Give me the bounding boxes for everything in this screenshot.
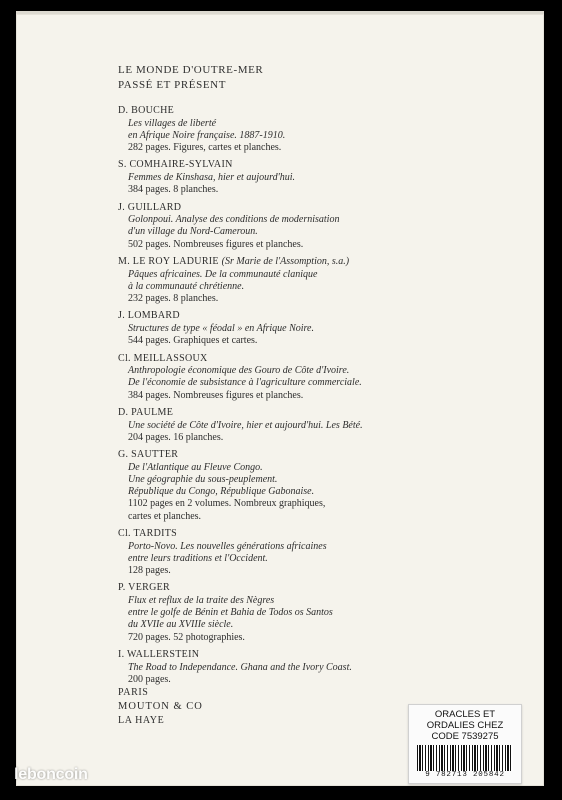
author-name-text: J. GUILLARD: [118, 201, 182, 213]
book-entry: [118, 582, 438, 643]
book-entry: [118, 105, 438, 154]
book-title-line: Porto-Novo. Les nouvelles générations africaines: [128, 540, 327, 552]
book-title-line: à la communauté chrétienne.: [128, 280, 245, 292]
book-details-line: 204 pages. 16 planches.: [128, 431, 224, 443]
author-name: [118, 407, 438, 420]
author-name: [118, 528, 438, 541]
book-details-line: 1102 pages en 2 volumes. Nombreux graphiques,: [128, 498, 326, 510]
sticker-line-1: ORACLES ET: [434, 709, 496, 720]
author-name: [118, 105, 438, 118]
series-header: [118, 63, 263, 92]
book-details-line: 128 pages.: [128, 564, 171, 576]
author-name: [118, 310, 438, 323]
author-name-text: Cl. MEILLASSOUX: [118, 352, 208, 364]
book-entry: [118, 159, 438, 196]
series-subtitle: PASSÉ ET PRÉSENT: [118, 78, 227, 91]
publisher-name: MOUTON & CO: [118, 701, 203, 712]
author-name-text: D. PAULME: [118, 407, 174, 419]
author-name: [118, 582, 438, 595]
book-details-line: 384 pages. 8 planches.: [128, 184, 219, 196]
book-title-line: entre leurs traditions et l'Occident.: [128, 552, 268, 564]
publisher-city-la-haye: LA HAYE: [118, 715, 165, 726]
book-details-line: 720 pages. 52 photographies.: [128, 631, 245, 643]
sticker-line-2: ORDALIES CHEZ: [426, 720, 504, 731]
book-details-line: 502 pages. Nombreuses figures et planches.: [128, 238, 304, 250]
book-title-line: De l'Atlantique au Fleuve Congo.: [128, 461, 263, 473]
book-details-line: cartes et planches.: [128, 510, 202, 522]
book-title-line: The Road to Independance. Ghana and the Ivory Coast.: [128, 661, 352, 673]
author-name-text: D. BOUCHE: [118, 105, 175, 116]
book-title-line: d'un village du Nord-Cameroun.: [128, 226, 258, 238]
series-title: LE MONDE D'OUTRE-MER: [118, 64, 264, 76]
book-title-line: Flux et reflux de la traite des Nègres: [128, 594, 275, 606]
book-title-line: Les villages de liberté: [128, 117, 217, 129]
book-title-line: Pâques africaines. De la communauté clanique: [128, 268, 318, 280]
author-name: [118, 649, 438, 662]
author-name-text: S. COMHAIRE-SYLVAIN: [118, 159, 233, 171]
book-entry: [118, 649, 438, 686]
price-sticker: [408, 704, 522, 784]
sticker-line-3: CODE 7539275: [431, 731, 499, 742]
publisher-city-paris: PARIS: [118, 687, 149, 698]
author-name: [118, 256, 438, 269]
book-title-line: République du Congo, République Gabonaise.: [128, 486, 315, 498]
book-title-line: Structures de type « féodal » en Afrique Noire.: [128, 322, 314, 334]
book-title-line: Femmes de Kinshasa, hier et aujourd'hui.: [128, 171, 296, 183]
author-name: [118, 449, 438, 462]
book-title-line: Golonpoui. Analyse des conditions de modernisation: [128, 214, 340, 226]
author-name-text: Cl. TARDITS: [118, 528, 177, 540]
book-entry: [118, 449, 438, 523]
barcode-icon: [417, 745, 513, 771]
author-note: (Sr Marie de l'Assomption, s.a.): [221, 256, 350, 268]
leboncoin-watermark: leboncoin: [14, 766, 88, 783]
book-entry: [118, 202, 438, 251]
book-details-line: 232 pages. 8 planches.: [128, 292, 219, 304]
barcode-number: 9 782713 205842: [425, 771, 505, 779]
book-title-line: du XVIIe au XVIIIe siècle.: [128, 619, 234, 631]
publisher-block: [118, 686, 203, 727]
book-title-line: De l'économie de subsistance à l'agriculture commerciale.: [128, 377, 362, 389]
author-name-text: P. VERGER: [118, 582, 170, 594]
book-details-line: 544 pages. Graphiques et cartes.: [128, 335, 258, 347]
author-name: [118, 353, 438, 366]
author-name-text: I. WALLERSTEIN: [118, 649, 200, 661]
book-entry: [118, 528, 438, 577]
book-entry: [118, 310, 438, 347]
book-title-line: Une société de Côte d'Ivoire, hier et aujourd'hui. Les Bété.: [128, 419, 363, 431]
book-list: [118, 105, 438, 691]
book-title-line: en Afrique Noire française. 1887-1910.: [128, 129, 286, 141]
book-title-line: Anthropologie économique des Gouro de Côte d'Ivoire.: [128, 365, 350, 377]
book-details-line: 384 pages. Nombreuses figures et planches.: [128, 389, 304, 401]
author-name-text: J. LOMBARD: [118, 310, 180, 322]
book-details-line: 282 pages. Figures, cartes et planches.: [128, 141, 282, 153]
book-entry: [118, 353, 438, 402]
book-title-line: Une géographie du sous-peuplement.: [128, 473, 278, 485]
author-name: [118, 159, 438, 172]
author-name: [118, 202, 438, 215]
sticker-label: [413, 709, 517, 742]
author-name-text: G. SAUTTER: [118, 449, 179, 461]
book-entry: [118, 256, 438, 305]
book-details-line: 200 pages.: [128, 673, 171, 685]
book-entry: [118, 407, 438, 444]
author-name-text: M. LE ROY LADURIE: [118, 256, 219, 268]
book-title-line: entre le golfe de Bénin et Bahia de Todos os Santos: [128, 607, 333, 619]
